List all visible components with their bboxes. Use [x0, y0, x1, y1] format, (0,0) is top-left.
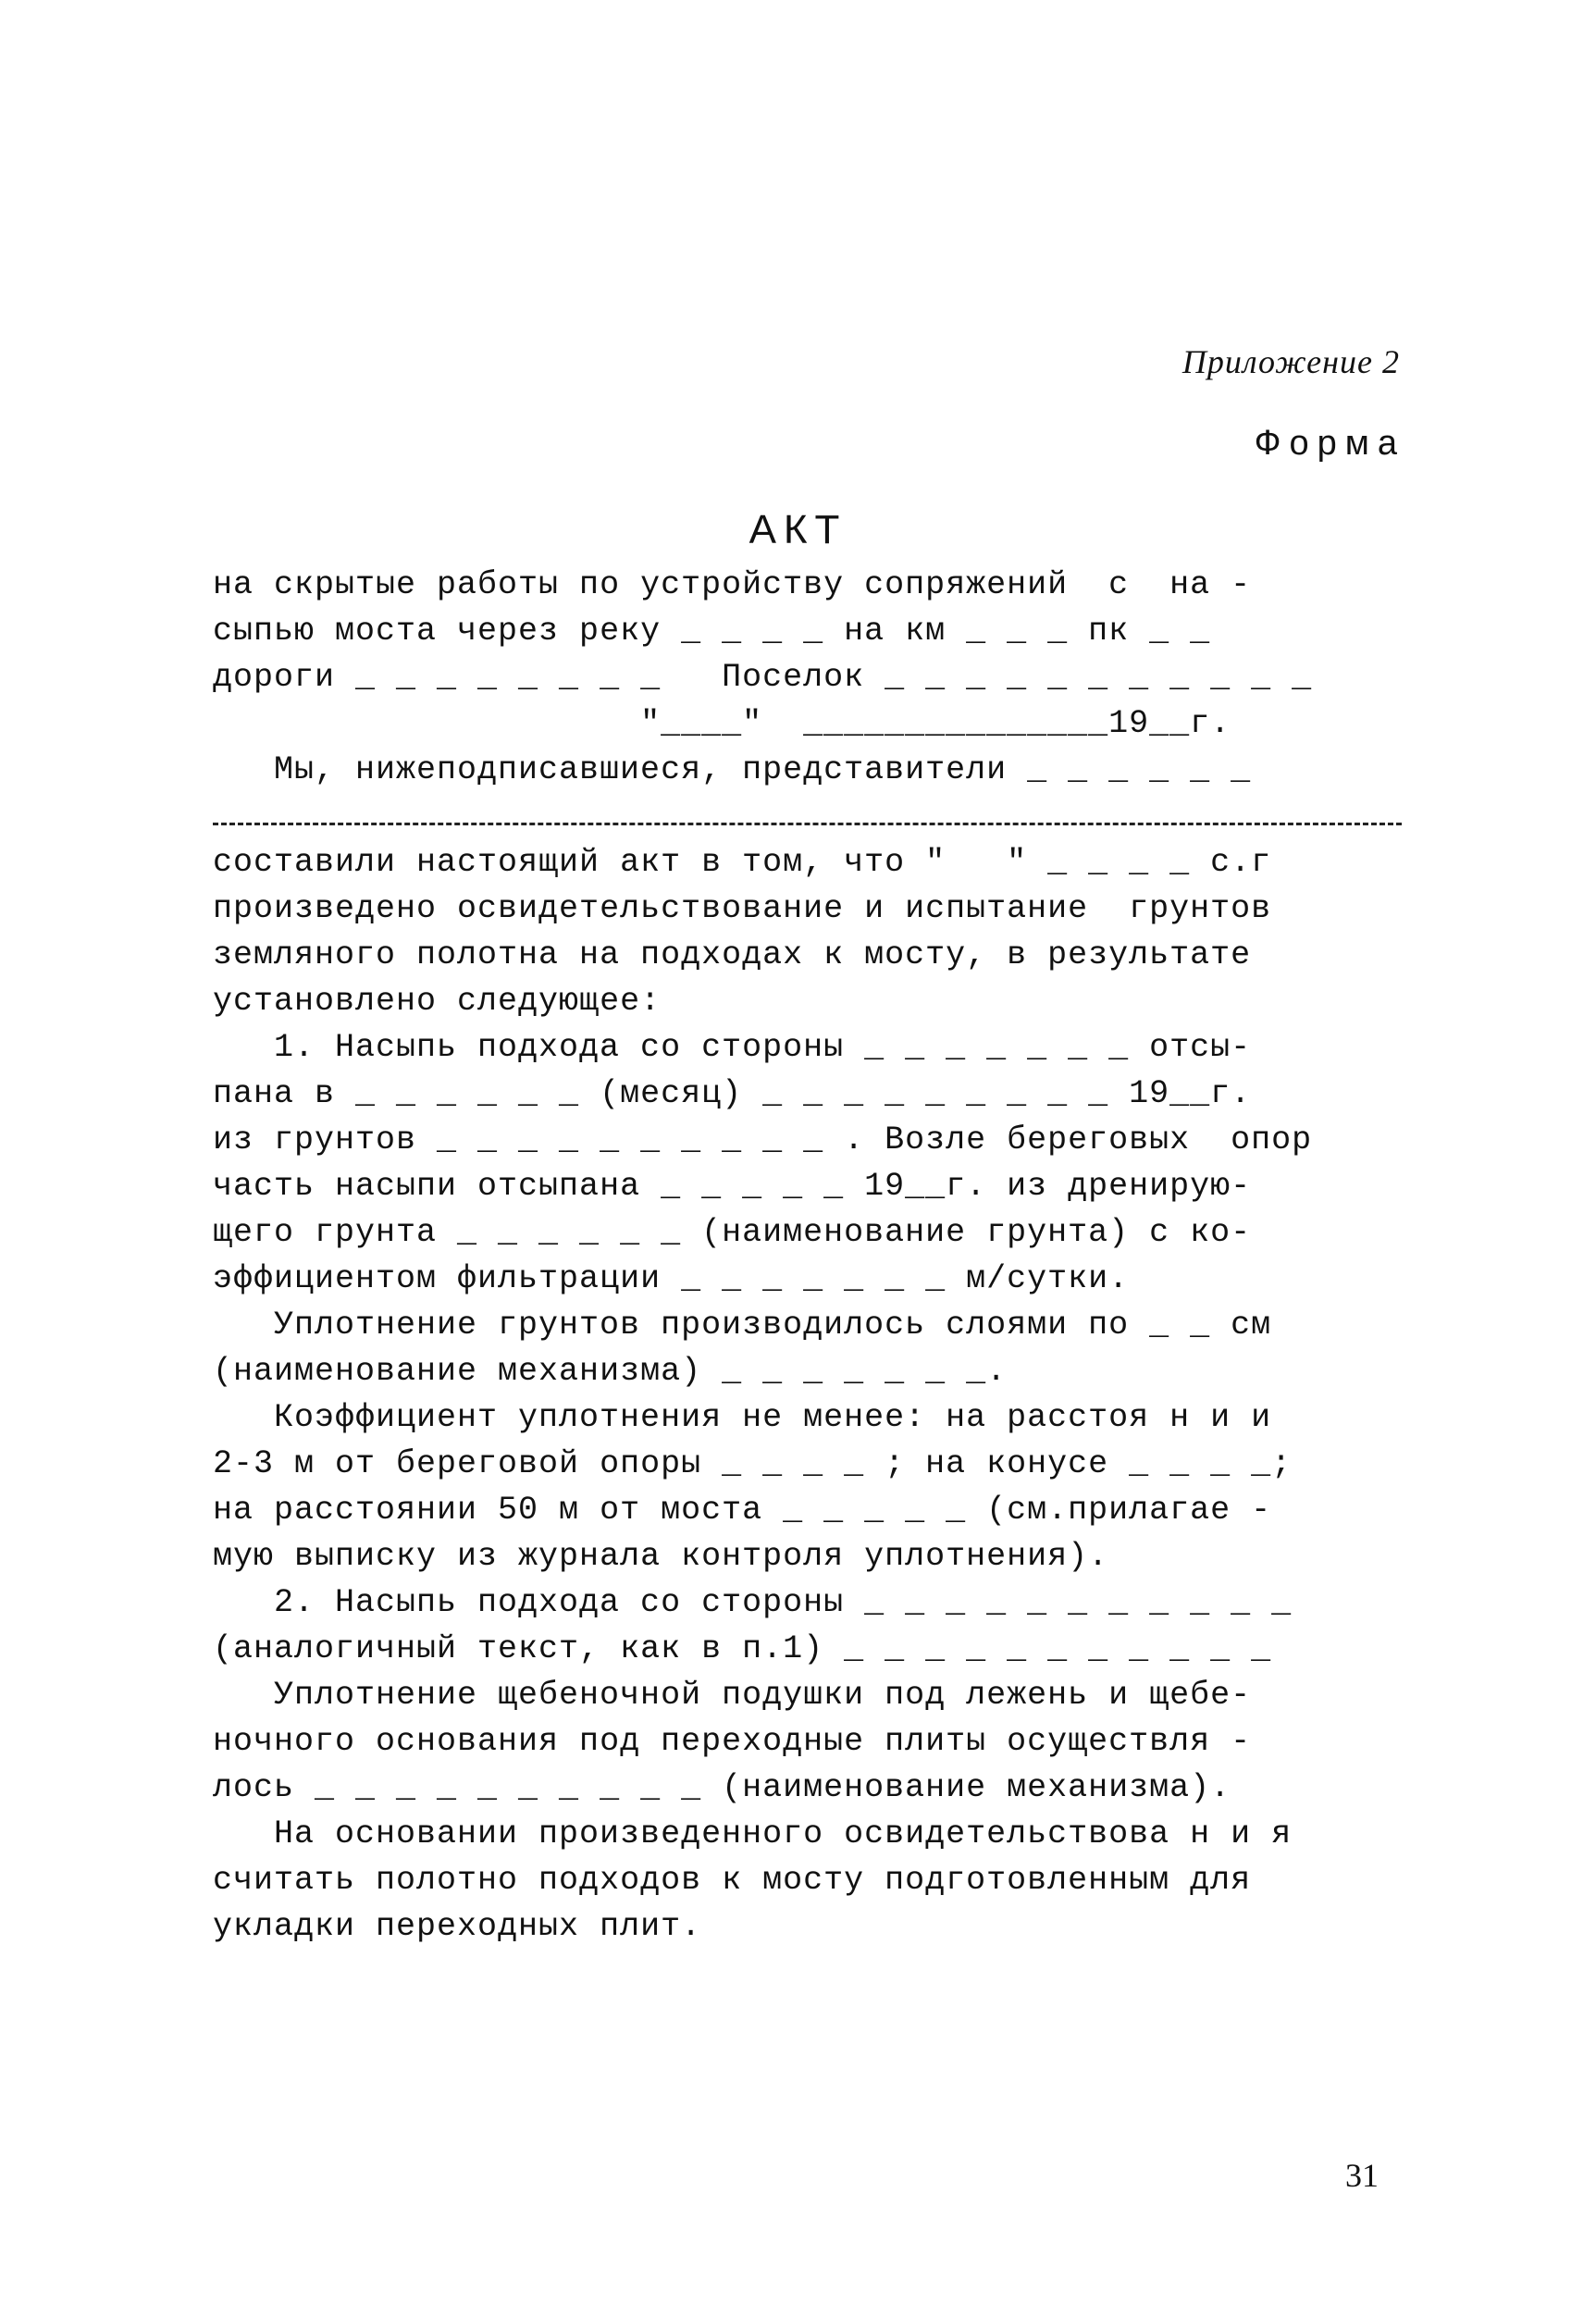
text-line: Уплотнение щебеночной подушки под лежень и щебе-: [274, 1677, 1252, 1714]
text-line: (аналогичный текст, как в п.1) _ _ _ _ _ _ _ _ _ _ _: [213, 1630, 1272, 1667]
form-label: Форма: [1254, 424, 1405, 463]
text-line: произведено освидетельствование и испытание грунтов: [213, 890, 1272, 927]
text-line: укладки переходных плит.: [213, 1908, 702, 1945]
text-line: эффициентом фильтрации _ _ _ _ _ _ _ м/сутки.: [213, 1260, 1130, 1297]
document-body: [213, 562, 1402, 1950]
text-line: часть насыпи отсыпана _ _ _ _ _ 19__г. из дренирую-: [213, 1168, 1252, 1205]
text-line: лось _ _ _ _ _ _ _ _ _ _ (наименование механизма).: [213, 1769, 1231, 1806]
text-line: пана в _ _ _ _ _ _ (месяц) _ _ _ _ _ _ _ _ _ 19__г.: [213, 1075, 1252, 1112]
text-line: Мы, нижеподписавшиеся, представители _ _ _ _ _ _: [274, 751, 1252, 788]
text-line: Коэффициент уплотнения не менее: на расстоя н и и: [274, 1399, 1272, 1436]
text-line: сыпью моста через реку _ _ _ _ на км _ _ _ пк _ _: [213, 613, 1211, 650]
text-line: (наименование механизма) _ _ _ _ _ _ _.: [213, 1353, 1008, 1390]
document-title: АКТ: [749, 507, 847, 552]
text-line: мую выписку из журнала контроля уплотнения).: [213, 1538, 1109, 1575]
text-line: составили настоящий акт в том, что " " _ _ _ _ с.г: [213, 844, 1272, 881]
fill-in-blank-line: [213, 793, 1402, 839]
text-line: На основании произведенного освидетельствова н и я: [274, 1815, 1293, 1852]
text-line: на скрытые работы по устройству сопряжений с на -: [213, 566, 1252, 603]
text-line: из грунтов _ _ _ _ _ _ _ _ _ _ . Возле береговых опор: [213, 1121, 1313, 1158]
text-line: Уплотнение грунтов производилось слоями по _ _ см: [274, 1307, 1272, 1344]
item-1-line: 1. Насыпь подхода со стороны _ _ _ _ _ _ _ отсы-: [274, 1029, 1252, 1066]
text-line: щего грунта _ _ _ _ _ _ (наименование грунта) с ко-: [213, 1214, 1252, 1251]
text-line: 2-3 м от береговой опоры _ _ _ _ ; на конусе _ _ _ _;: [213, 1445, 1293, 1482]
text-line: земляного полотна на подходах к мосту, в результате: [213, 936, 1252, 973]
text-line: ночного основания под переходные плиты осуществля -: [213, 1723, 1252, 1760]
date-line: "____" _______________19__г.: [213, 705, 1231, 742]
text-line: считать полотно подходов к мосту подготовленным для: [213, 1862, 1252, 1899]
text-line: дороги _ _ _ _ _ _ _ _ Поселок _ _ _ _ _ _ _ _ _ _ _: [213, 659, 1313, 696]
page-number: 31: [1345, 2157, 1379, 2194]
item-2-line: 2. Насыпь подхода со стороны _ _ _ _ _ _ _ _ _ _ _: [274, 1584, 1293, 1621]
text-line: установлено следующее:: [213, 983, 662, 1020]
text-line: на расстоянии 50 м от моста _ _ _ _ _ (см.прилагае -: [213, 1492, 1272, 1529]
appendix-label: Приложение 2: [1182, 343, 1400, 380]
